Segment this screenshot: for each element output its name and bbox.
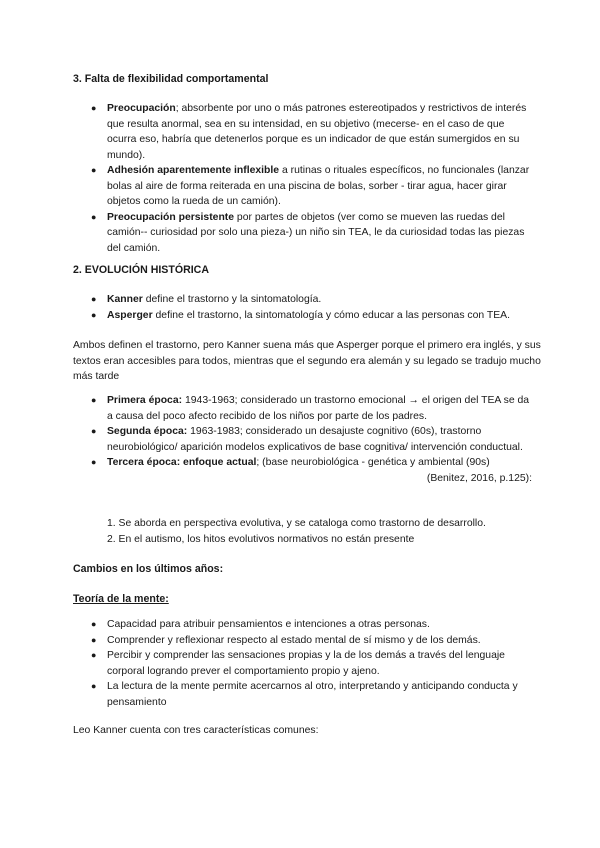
item-term: Preocupación bbox=[107, 103, 176, 114]
item-text: 1963-1983; considerado un desajuste cognitivo (60s), trastorno neurobiológico/ aparición modelos explicativos de base cognitiva/ intervención conductual. bbox=[107, 426, 523, 453]
item-term: Tercera época: enfoque actual bbox=[107, 457, 257, 468]
list-item bbox=[91, 648, 536, 679]
item-term: Kanner bbox=[107, 294, 143, 305]
list-item bbox=[91, 455, 536, 486]
list-item bbox=[91, 617, 536, 633]
section-3-list bbox=[91, 101, 536, 256]
closing-paragraph: Leo Kanner cuenta con tres características comunes: bbox=[73, 725, 319, 736]
bullet-icon: ● bbox=[91, 426, 97, 436]
list-item bbox=[91, 424, 536, 455]
bullet-icon: ● bbox=[91, 103, 97, 113]
list-item bbox=[91, 292, 536, 308]
section-3-heading: 3. Falta de flexibilidad comportamental bbox=[73, 73, 269, 85]
paragraph: Ambos definen el trastorno, pero Kanner suena más que Asperger porque el primero era inglés, y sus textos eran accesibles para todos, mientras que el segundo era alemán y su legado se tradujo mucho más tarde bbox=[73, 340, 541, 382]
item-term: Primera época: bbox=[107, 395, 183, 406]
item-text: 1943-1963; considerado un trastorno emocional → el origen del TEA se da a causa del poco afecto recibido de los niños por parte de los padres. bbox=[107, 395, 530, 422]
item-text: por partes de objetos (ver como se mueven las ruedas del camión-- curiosidad por solo una pieza-) un niño sin TEA, le da curiosidad todas las piezas del camión. bbox=[107, 211, 525, 254]
list-item bbox=[91, 633, 536, 649]
theory-of-mind-list bbox=[91, 617, 536, 710]
item-text: define el trastorno, la sintomatología y cómo educar a las personas con TEA. bbox=[152, 309, 510, 321]
item-text: La lectura de la mente permite acercarnos al otro, interpretando y anticipando conducta y pensamiento bbox=[107, 681, 518, 708]
list-item bbox=[91, 210, 536, 257]
section-2-heading: 2. EVOLUCIÓN HISTÓRICA bbox=[73, 264, 209, 276]
item-term: Segunda época: bbox=[107, 426, 188, 437]
item-text: ; (base neurobiológica - genética y ambiental (90s) bbox=[256, 457, 490, 468]
item-term: Adhesión aparentemente inflexible bbox=[107, 165, 280, 176]
bullet-icon: ● bbox=[91, 681, 97, 691]
bullet-icon: ● bbox=[91, 650, 97, 660]
list-item bbox=[91, 679, 536, 710]
bullet-icon: ● bbox=[91, 211, 97, 222]
authors-list bbox=[91, 292, 536, 323]
bullet-icon: ● bbox=[91, 457, 97, 467]
bullet-icon: ● bbox=[91, 395, 97, 405]
item-text: define el trastorno y la sintomatología. bbox=[142, 294, 322, 305]
bullet-icon: ● bbox=[91, 634, 97, 645]
item-term: Preocupación persistente bbox=[107, 211, 235, 223]
bullet-icon: ● bbox=[91, 619, 97, 629]
changes-heading: Cambios en los últimos años: bbox=[73, 563, 224, 575]
numbered-list bbox=[107, 516, 537, 547]
item-term: Asperger bbox=[107, 309, 153, 321]
list-item: 1. Se aborda en perspectiva evolutiva, y se cataloga como trastorno de desarrollo. bbox=[107, 518, 486, 529]
item-text: ; absorbente por uno o más patrones estereotipados y restrictivos de interés que resulta anormal, sea en su intensidad, en su objetivo (mecerse- en el caso de que ocurra eso, habría que detenerlos porque es un indicador de que están sumergidos en su mundo). bbox=[107, 103, 527, 161]
list-item bbox=[91, 393, 536, 424]
list-item bbox=[91, 308, 536, 324]
list-item: 2. En el autismo, los hitos evolutivos normativos no están presente bbox=[107, 533, 415, 545]
citation: (Benitez, 2016, p.125): bbox=[426, 472, 532, 484]
theory-of-mind-heading: Teoría de la mente: bbox=[73, 593, 169, 605]
bullet-icon: ● bbox=[91, 309, 97, 320]
list-item bbox=[91, 101, 536, 163]
bullet-icon: ● bbox=[91, 165, 97, 175]
epochs-list bbox=[91, 393, 536, 486]
list-item bbox=[91, 163, 536, 210]
bullet-icon: ● bbox=[91, 294, 97, 304]
item-text: Comprender y reflexionar respecto al estado mental de sí mismo y de los demás. bbox=[107, 634, 481, 646]
item-text: Capacidad para atribuir pensamientos e intenciones a otras personas. bbox=[107, 619, 430, 630]
item-text: a rutinas o rituales específicos, no funcionales (lanzar bolas al aire de forma reiterada en una piscina de bolas, sorber - tirar agua, hacer girar objetos como la rueda de un camión). bbox=[107, 165, 530, 207]
item-text: Percibir y comprender las sensaciones propias y la de los demás a través del lenguaje corporal logrando prever el comportamiento propio y ajeno. bbox=[107, 650, 505, 677]
